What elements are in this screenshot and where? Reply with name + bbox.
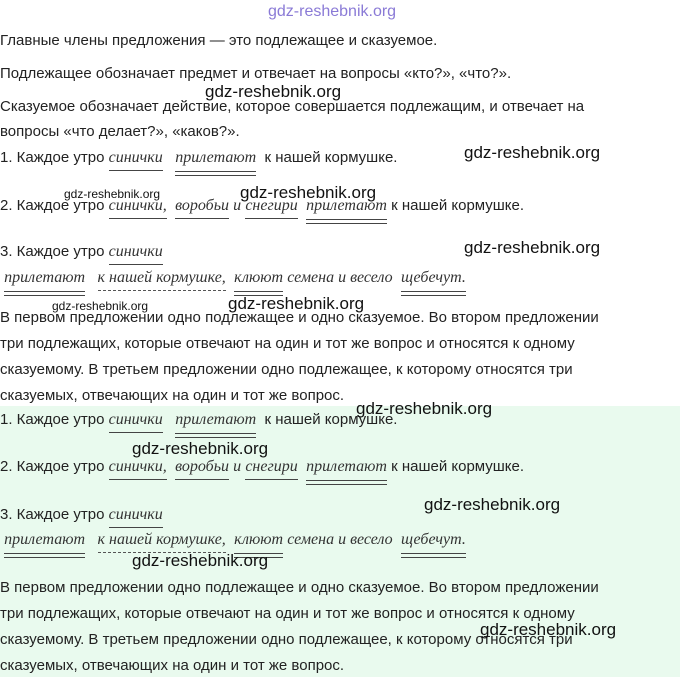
sentence-3-line-1: 3. Каждое утро синички: [0, 243, 163, 260]
subject-word: воробьи: [175, 197, 229, 214]
site-watermark: gdz-reshebnik.org: [52, 299, 149, 313]
explanation-line-4: сказуемых, отвечающих на один и тот же вопрос.: [0, 387, 345, 404]
subject-word: синички: [108, 149, 163, 166]
object-phrase: к нашей кормушке,: [97, 531, 226, 548]
predicate-word: клюют: [234, 269, 284, 286]
site-watermark: gdz-reshebnik.org: [464, 238, 601, 257]
site-watermark: gdz-reshebnik.org: [132, 551, 269, 570]
explanation-line-1: В первом предложении одно подлежащее и одно сказуемое. Во втором предложении: [0, 309, 599, 326]
predicate-word: прилетают: [306, 458, 387, 475]
site-watermark: gdz-reshebnik.org: [268, 3, 397, 20]
explanation-line-3: сказуемому. В третьем предложении одно подлежащее, к которому относятся три: [0, 631, 573, 648]
predicate-word: прилетают: [4, 269, 86, 286]
predicate-word: щебечут.: [401, 531, 466, 548]
explanation-line-4: сказуемых, отвечающих на один и тот же вопрос.: [0, 657, 345, 674]
site-watermark: gdz-reshebnik.org: [64, 187, 161, 201]
sentence-2: 2. Каждое утро синички, воробьи и снегири прилетают к нашей кормушке.: [0, 197, 525, 214]
site-watermark: gdz-reshebnik.org: [356, 399, 493, 418]
subject-word: снегири: [245, 197, 298, 214]
explanation-line-3: сказуемому. В третьем предложении одно подлежащее, к которому относятся три: [0, 361, 573, 378]
intro-paragraph-3-line-2: вопросы «что делает?», «каков?».: [0, 123, 240, 140]
explanation-line-2: три подлежащих, которые отвечают на один и тот же вопрос и относятся к одному: [0, 605, 575, 622]
sentence-3-line-2: прилетают к нашей кормушке, клюют семена и весело щебечут.: [4, 269, 466, 286]
sentence-3-line-2: прилетают к нашей кормушке, клюют семена и весело щебечут.: [4, 531, 466, 548]
intro-paragraph-2: Подлежащее обозначает предмет и отвечает на вопросы «кто?», «что?».: [0, 65, 512, 82]
subject-word: синички,: [108, 197, 167, 214]
sentence-1: 1. Каждое утро синички прилетают к нашей кормушке.: [0, 411, 398, 428]
object-phrase: к нашей кормушке,: [97, 269, 226, 286]
predicate-word: щебечут.: [401, 269, 466, 286]
subject-word: снегири: [245, 458, 298, 475]
predicate-word: прилетают: [175, 149, 257, 166]
site-watermark: gdz-reshebnik.org: [464, 143, 601, 162]
sentence-2: 2. Каждое утро синички, воробьи и снегири прилетают к нашей кормушке.: [0, 458, 525, 475]
site-watermark: gdz-reshebnik.org: [132, 439, 269, 458]
intro-paragraph-1: Главные члены предложения — это подлежащее и сказуемое.: [0, 32, 438, 49]
subject-word: синички: [108, 243, 163, 260]
site-watermark: gdz-reshebnik.org: [240, 183, 377, 202]
predicate-word: прилетают: [175, 411, 257, 428]
predicate-word: прилетают: [4, 531, 86, 548]
sentence-3-line-1: 3. Каждое утро синички: [0, 506, 163, 523]
site-watermark: gdz-reshebnik.org: [205, 82, 342, 101]
site-watermark: gdz-reshebnik.org: [480, 620, 617, 639]
subject-word: синички: [108, 411, 163, 428]
sentence-1: 1. Каждое утро синички прилетают к нашей кормушке.: [0, 149, 398, 166]
predicate-word: прилетают: [306, 197, 387, 214]
explanation-line-2: три подлежащих, которые отвечают на один и тот же вопрос и относятся к одному: [0, 335, 575, 352]
subject-word: воробьи: [175, 458, 229, 475]
predicate-word: клюют: [234, 531, 284, 548]
subject-word: синички: [108, 506, 163, 523]
site-watermark: gdz-reshebnik.org: [228, 294, 365, 313]
explanation-line-1: В первом предложении одно подлежащее и одно сказуемое. Во втором предложении: [0, 579, 599, 596]
site-watermark: gdz-reshebnik.org: [424, 495, 561, 514]
subject-word: синички,: [108, 458, 167, 475]
intro-paragraph-3-line-1: Сказуемое обозначает действие, которое совершается подлежащим, и отвечает на: [0, 98, 585, 115]
